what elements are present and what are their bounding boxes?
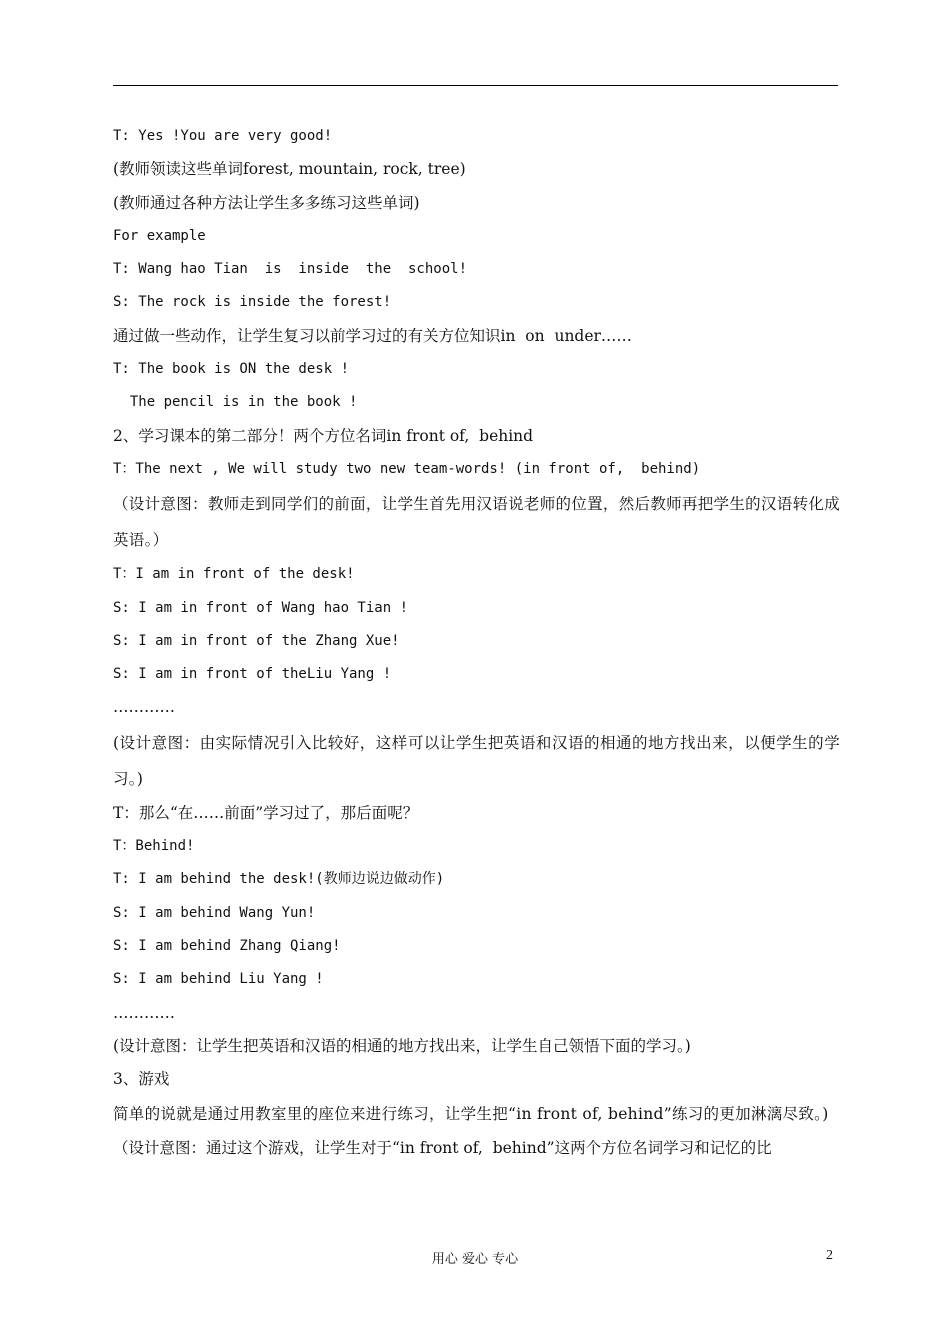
text-line: S: I am behind Liu Yang !: [113, 971, 324, 988]
game-description-paragraph: 简单的说就是通过用教室里的座位来进行练习，让学生把“in front of, behind”练习的更加淋漓尽致。): [113, 1105, 829, 1124]
ellipsis-line: …………: [113, 698, 175, 717]
text-line: S: I am behind Wang Yun!: [113, 904, 316, 921]
section-heading: 3、游戏: [113, 1070, 170, 1089]
design-intent-paragraph: （设计意图：教师走到同学们的前面，让学生首先用汉语说老师的位置，然后教师再把学生的汉语转化成英语。）: [113, 495, 840, 550]
text-line: The pencil is in the book !: [113, 394, 358, 411]
design-intent-paragraph: (设计意图：由实际情况引入比较好，这样可以让学生把英语和汉语的相通的地方找出来，以便学生的学习。): [113, 733, 840, 788]
text-line: S: The rock is inside the forest!: [113, 294, 392, 311]
design-intent-line: (设计意图：让学生把英语和汉语的相通的地方找出来，让学生自己领悟下面的学习。): [113, 1036, 691, 1055]
header-rule: [113, 85, 838, 86]
text-line: T：那么“在……前面”学习过了，那后面呢？: [113, 803, 419, 822]
text-line: T：I am in front of the desk!: [113, 566, 355, 583]
page-number: 2: [826, 1248, 833, 1263]
design-intent-line: （设计意图：通过这个游戏，让学生对于“in front of, behind”这两个方位名词学习和记忆的比: [113, 1139, 772, 1158]
text-line: T: Yes !You are very good!: [113, 128, 333, 144]
document-body: [113, 120, 840, 1166]
text-line: S: I am in front of theLiu Yang !: [113, 666, 392, 683]
ellipsis-line: …………: [113, 1003, 175, 1022]
text-line: T: The book is ON the desk !: [113, 361, 350, 378]
text-line: T: I am behind the desk!(教师边说边做动作): [113, 871, 445, 888]
text-line: S: I am in front of the Zhang Xue!: [113, 632, 400, 649]
text-line: (教师通过各种方法让学生多多练习这些单词): [113, 193, 420, 212]
footer-motto: 用心 爱心 专心: [431, 1252, 519, 1267]
text-line: For example: [113, 227, 206, 244]
section-heading: 2、学习课本的第二部分！两个方位名词in front of, behind: [113, 426, 534, 445]
text-line: (教师领读这些单词forest, mountain, rock, tree): [113, 160, 466, 179]
text-line: S: I am behind Zhang Qiang!: [113, 937, 341, 954]
text-line: T：Behind!: [113, 838, 195, 855]
text-line: T：The next , We will study two new team-words! (in front of, behind): [113, 460, 701, 477]
text-line: 通过做一些动作，让学生复习以前学习过的有关方位知识in on under……: [113, 326, 632, 345]
text-line: S: I am in front of Wang hao Tian !: [113, 599, 409, 616]
text-line: T: Wang hao Tian is inside the school!: [113, 261, 468, 278]
